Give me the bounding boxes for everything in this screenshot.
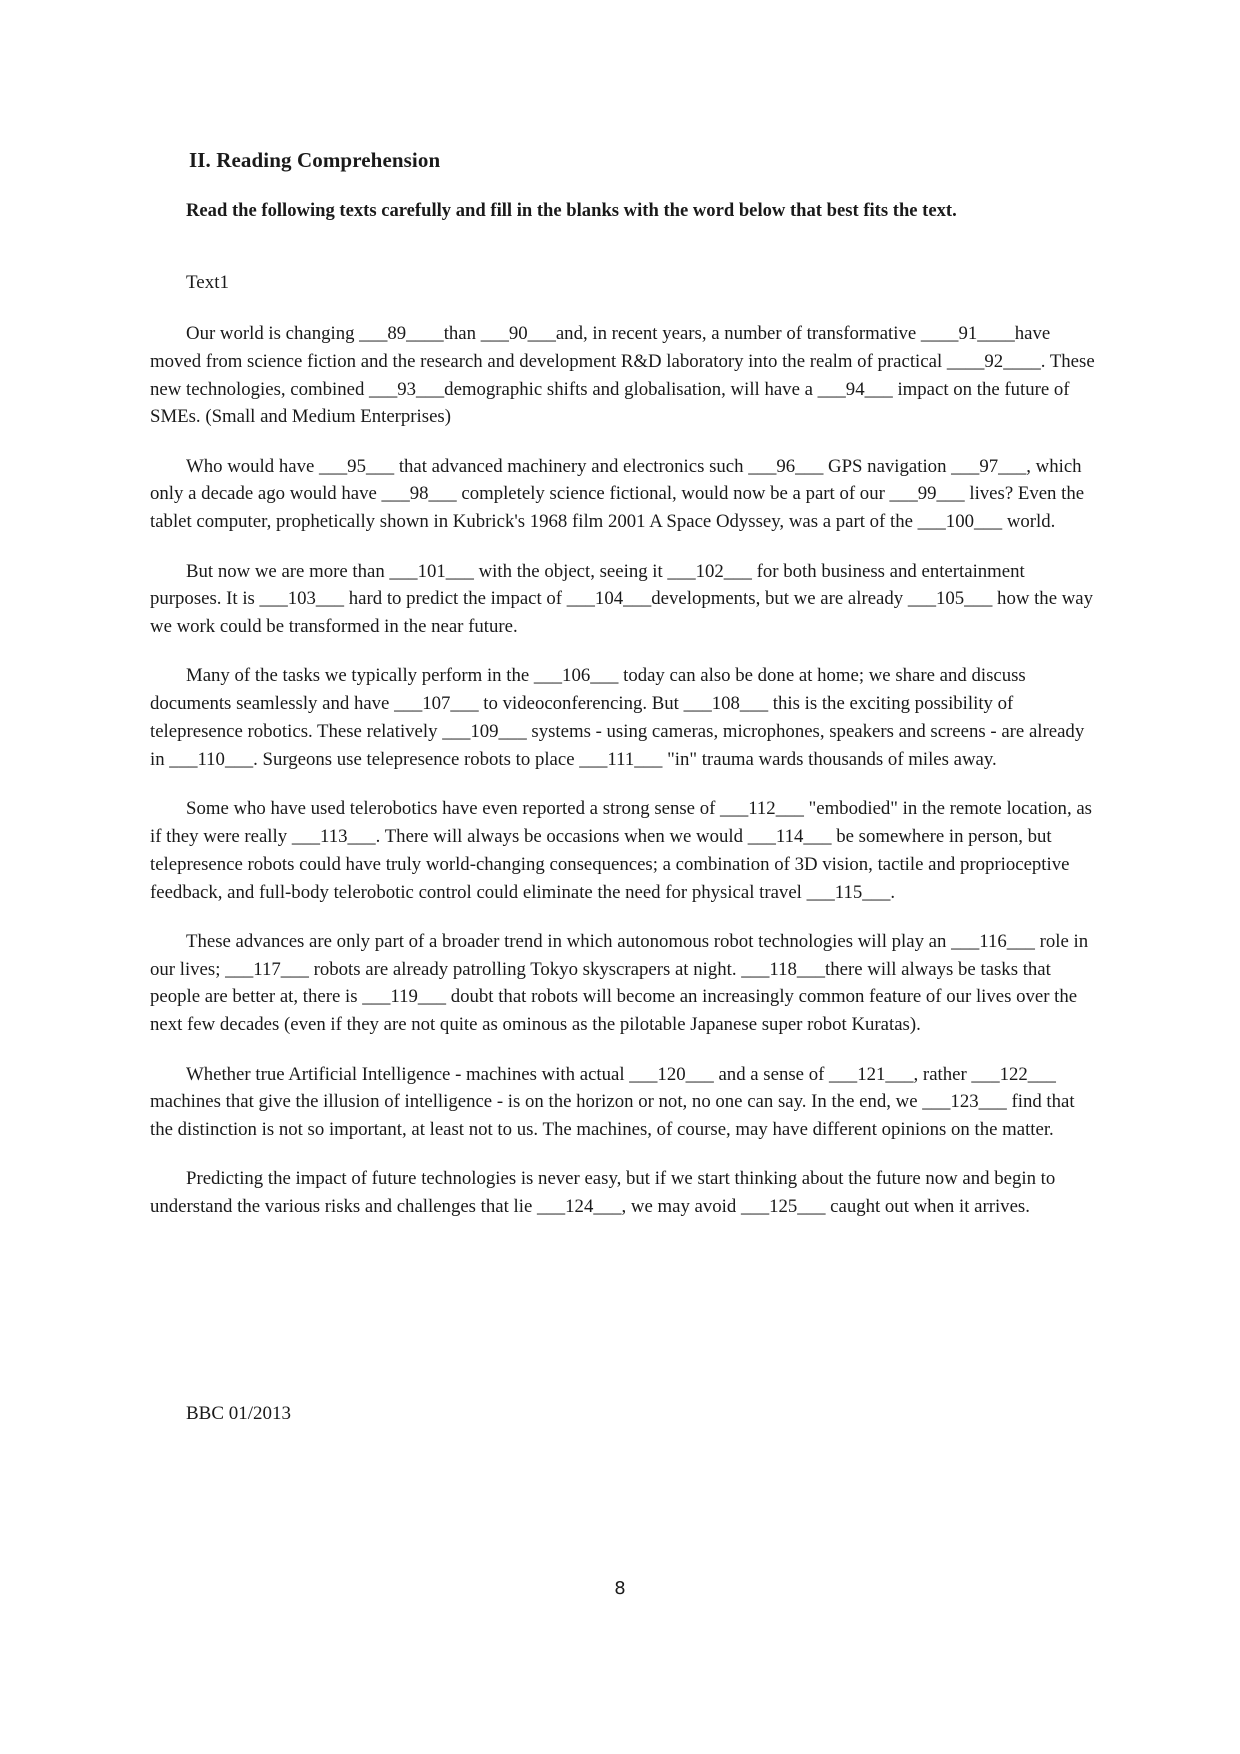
paragraph: Some who have used telerobotics have even reported a strong sense of ___112___ "embodied" in the remote location, as if they were really ___113___. There will always be occasions when we would ___114___ be somewhere in person, but telepresence robots could have truly world-changing consequences; a combination of 3D vision, tactile and proprioceptive feedback, and full-body telerobotic control could eliminate the need for physical travel ___115___. xyxy=(150,798,1092,903)
instruction-text: Read the following texts carefully and fill in the blanks with the word below that best fits the text. xyxy=(186,200,957,221)
page-number: 8 xyxy=(614,1578,626,1599)
paragraph: Whether true Artificial Intelligence - machines with actual ___120___ and a sense of ___121___, rather ___122___ machines that give the illusion of intelligence - is on the horizon or not, no one can say. In the end, we ___123___ find that the distinction is not so important, at least not to us. The machines, of course, may have different opinions on the matter. xyxy=(150,1063,1075,1141)
paragraph: Our world is changing ___89____than ___90___and, in recent years, a number of transformative ____91____have moved from science fiction and the research and development R&D laboratory into the realm of practical ____92____. These new technologies, combined ___93___demographic shifts and globalisation, will have a ___94___ impact on the future of SMEs. (Small and Medium Enterprises) xyxy=(150,323,1095,428)
text-label: Text1 xyxy=(186,272,229,293)
paragraph: Predicting the impact of future technologies is never easy, but if we start thinking about the future now and begin to understand the various risks and challenges that lie ___124___, we may avoid ___125___ caught out when it arrives. xyxy=(150,1168,1056,1218)
paragraph: But now we are more than ___101___ with the object, seeing it ___102___ for both business and entertainment purposes. It is ___103___ hard to predict the impact of ___104___developments, but we are already ___105___ how the way we work could be transformed in the near future. xyxy=(150,560,1094,638)
section-title: II. Reading Comprehension xyxy=(189,148,441,172)
source-citation: BBC 01/2013 xyxy=(186,1403,292,1424)
paragraph: Many of the tasks we typically perform in the ___106___ today can also be done at home; we share and discuss documents seamlessly and have ___107___ to videoconferencing. But ___108___ this is the exciting possibility of telepresence robotics. These relatively ___109___ systems - using cameras, microphones, speakers and screens - are already in ___110___. Surgeons use telepresence robots to place ___111___ "in" trauma wards thousands of miles away. xyxy=(150,665,1085,770)
paragraph: These advances are only part of a broader trend in which autonomous robot technologies will play an ___116___ role in our lives; ___117___ robots are already patrolling Tokyo skyscrapers at night. ___118___there will always be tasks that people are better at, there is ___119___ doubt that robots will become an increasingly common feature of our lives over the next few decades (even if they are not quite as ominous as the pilotable Japanese super robot Kuratas). xyxy=(150,930,1089,1036)
passage-body xyxy=(150,320,1096,1221)
paragraph: Who would have ___95___ that advanced machinery and electronics such ___96___ GPS navigation ___97___, which only a decade ago would have ___98___ completely science fictional, would now be a part of our ___99___ lives? Even the tablet computer, prophetically shown in Kubrick's 1968 film 2001 A Space Odyssey, was a part of the ___100___ world. xyxy=(150,455,1085,533)
